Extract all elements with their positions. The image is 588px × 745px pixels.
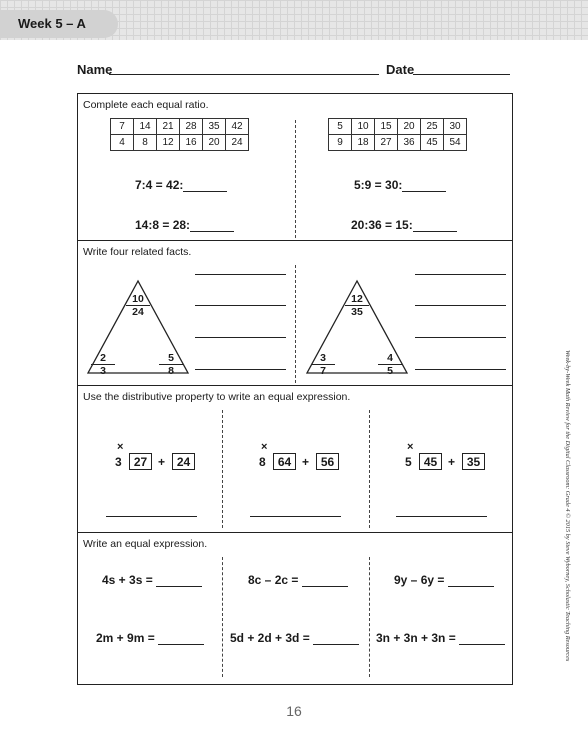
ratio-cell: 45: [421, 135, 444, 151]
answer-blank[interactable]: [313, 632, 359, 645]
fraction-bottom-right-a: $\frac{3}{7}$: [311, 352, 335, 377]
ratio-table-row: [329, 119, 467, 135]
ratio-table-row: [329, 135, 467, 151]
ratio-cell: 28: [180, 119, 203, 135]
addend-box: 27: [129, 453, 152, 470]
times-sign: ×: [261, 441, 268, 453]
ratio-table-left: [110, 118, 249, 151]
copyright-credit: Week-by-Week Math Review for the Digital Classroom: Grade 4 © 2015 by Steve Wyborney, Scholastic Teaching Resources: [564, 350, 571, 662]
expression-section: [78, 533, 512, 683]
distributive-item: [405, 441, 487, 471]
plus-sign: +: [302, 455, 310, 469]
addend-box: 45: [419, 453, 442, 470]
answer-blank[interactable]: [402, 179, 446, 192]
ratio-cell: 18: [352, 135, 375, 151]
ratio-cell: 14: [134, 119, 157, 135]
fact-line[interactable]: [195, 369, 286, 370]
ratio-cell: 36: [398, 135, 421, 151]
addend-box: 24: [172, 453, 195, 470]
divider: [222, 557, 223, 677]
ratio-cell: 15: [375, 119, 398, 135]
distributive-item: [115, 441, 197, 471]
factor: 5: [405, 455, 412, 469]
ratio-cell: 12: [157, 135, 180, 151]
ratio-cell: 5: [329, 119, 352, 135]
ratio-table-right: [328, 118, 467, 151]
answer-blank[interactable]: [190, 219, 234, 232]
answer-line[interactable]: [396, 516, 487, 517]
answer-blank[interactable]: [459, 632, 505, 645]
ratio-question-3: 5:9 = 30:: [354, 178, 446, 192]
ratio-cell: 42: [226, 119, 249, 135]
ratio-cell: 30: [444, 119, 467, 135]
divider: [369, 410, 370, 528]
ratio-cell: 25: [421, 119, 444, 135]
factor: 3: [115, 455, 122, 469]
expression-instruction: Write an equal expression.: [83, 538, 208, 550]
ratio-table-row: [111, 119, 249, 135]
ratio-cell: 20: [203, 135, 226, 151]
fact-line[interactable]: [415, 274, 506, 275]
fact-line[interactable]: [195, 274, 286, 275]
expression-item: 3n + 3n + 3n =: [376, 631, 505, 645]
ratio-table-row: [111, 135, 249, 151]
fact-line[interactable]: [415, 337, 506, 338]
fraction-top-left: $\frac{10}{24}$: [126, 293, 150, 318]
answer-blank[interactable]: [183, 179, 227, 192]
addend-box: 56: [316, 453, 339, 470]
ratio-question-4: 20:36 = 15:: [351, 218, 457, 232]
worksheet-box: [77, 93, 513, 685]
ratio-cell: 20: [398, 119, 421, 135]
distributive-instruction: Use the distributive property to write an equal expression.: [83, 391, 351, 403]
week-label: Week 5 – A: [0, 10, 118, 38]
page-number: 16: [286, 703, 302, 719]
fact-line[interactable]: [195, 337, 286, 338]
name-line[interactable]: [109, 74, 379, 75]
ratio-question-1: 7:4 = 42:: [135, 178, 227, 192]
answer-blank[interactable]: [448, 574, 494, 587]
facts-instruction: Write four related facts.: [83, 246, 192, 258]
addend-box: 64: [273, 453, 296, 470]
date-label: Date: [386, 62, 415, 77]
ratio-cell: 35: [203, 119, 226, 135]
facts-section: [78, 241, 512, 386]
distributive-item: [259, 441, 341, 471]
times-sign: ×: [407, 441, 414, 453]
fact-line[interactable]: [415, 369, 506, 370]
ratio-cell: 27: [375, 135, 398, 151]
answer-blank[interactable]: [156, 574, 202, 587]
expression-item: 9y – 6y =: [394, 573, 494, 587]
plus-sign: +: [448, 455, 456, 469]
answer-blank[interactable]: [158, 632, 204, 645]
divider: [295, 265, 296, 383]
fraction-bottom-left-a: $\frac{2}{3}$: [91, 352, 115, 377]
divider: [295, 120, 296, 238]
fact-line[interactable]: [415, 305, 506, 306]
answer-blank[interactable]: [413, 219, 457, 232]
expression-item: 2m + 9m =: [96, 631, 204, 645]
ratio-instruction: Complete each equal ratio.: [83, 99, 209, 111]
answer-blank[interactable]: [302, 574, 348, 587]
ratio-cell: 54: [444, 135, 467, 151]
ratio-cell: 16: [180, 135, 203, 151]
divider: [369, 557, 370, 677]
answer-line[interactable]: [250, 516, 341, 517]
expression-item: 8c – 2c =: [248, 573, 348, 587]
fact-line[interactable]: [195, 305, 286, 306]
fraction-bottom-left-b: $\frac{5}{8}$: [159, 352, 183, 377]
expression-item: 4s + 3s =: [102, 573, 202, 587]
name-label: Name: [77, 62, 113, 77]
answer-line[interactable]: [106, 516, 197, 517]
ratio-section: [78, 94, 512, 241]
times-sign: ×: [117, 441, 124, 453]
distributive-section: [78, 386, 512, 533]
factor: 8: [259, 455, 266, 469]
addend-box: 35: [462, 453, 485, 470]
ratio-cell: 7: [111, 119, 134, 135]
ratio-cell: 8: [134, 135, 157, 151]
ratio-question-2: 14:8 = 28:: [135, 218, 234, 232]
plus-sign: +: [158, 455, 166, 469]
expression-item: 5d + 2d + 3d =: [230, 631, 359, 645]
ratio-cell: 24: [226, 135, 249, 151]
ratio-cell: 9: [329, 135, 352, 151]
fraction-bottom-right-b: $\frac{4}{5}$: [378, 352, 402, 377]
ratio-cell: 21: [157, 119, 180, 135]
ratio-cell: 4: [111, 135, 134, 151]
ratio-cell: 10: [352, 119, 375, 135]
date-line[interactable]: [413, 74, 510, 75]
divider: [222, 410, 223, 528]
fraction-top-right: $\frac{12}{35}$: [345, 293, 369, 318]
